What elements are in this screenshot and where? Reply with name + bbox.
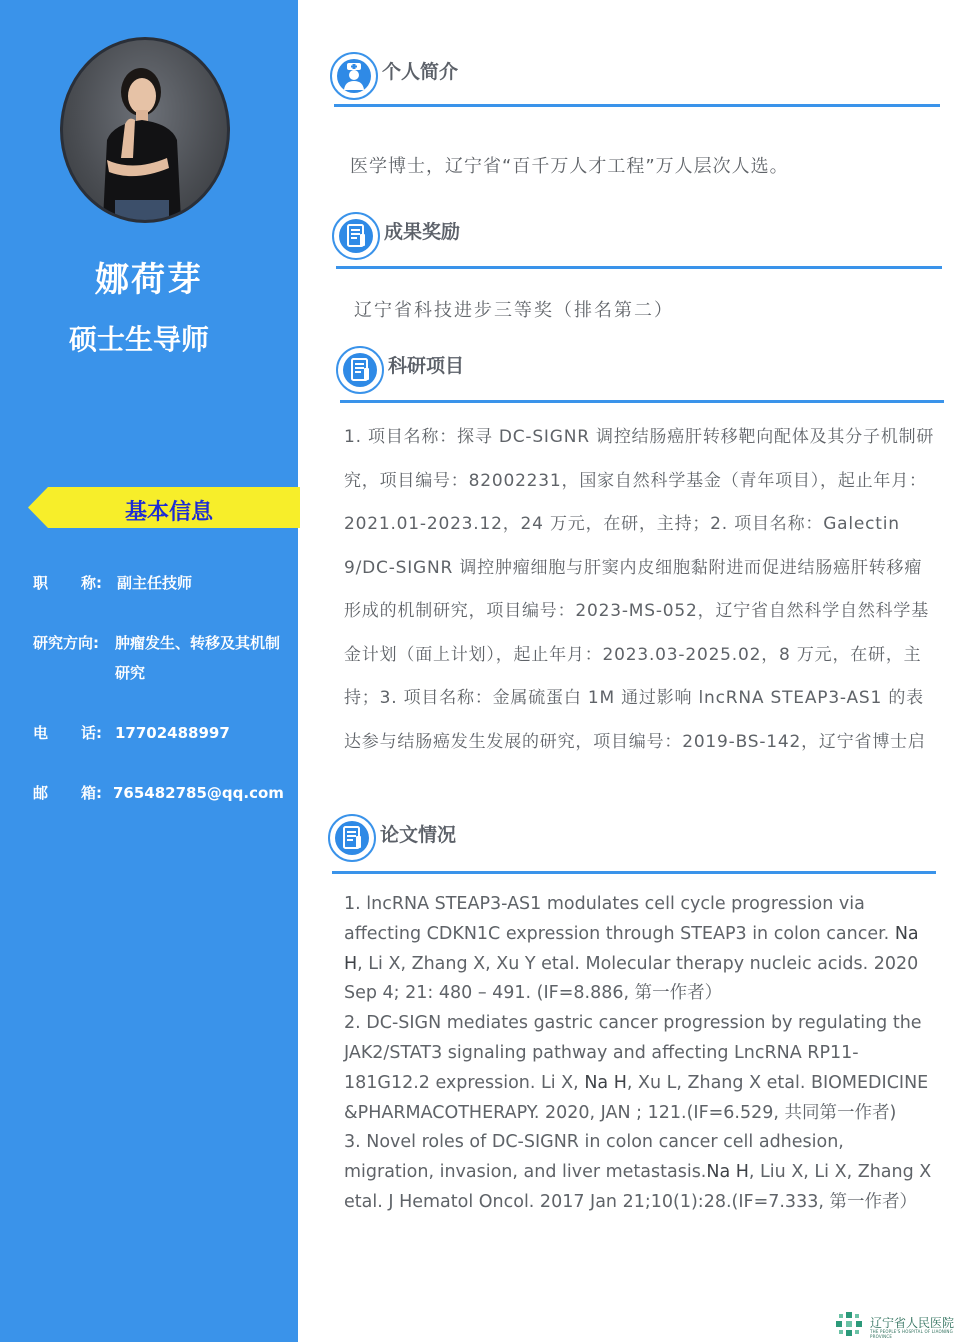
awards-text: 辽宁省科技进步三等奖（排名第二） bbox=[354, 300, 674, 321]
sidebar bbox=[0, 0, 298, 1342]
section-title: 个人简介 bbox=[382, 61, 459, 83]
avatar bbox=[60, 37, 230, 223]
info-value: 765482785@qq.com bbox=[113, 784, 284, 802]
info-label: 称: bbox=[81, 574, 102, 592]
portrait-photo-icon bbox=[63, 40, 227, 220]
person-name: 娜荷芽 bbox=[95, 260, 203, 300]
hospital-name-en: THE PEOPLE'S HOSPITAL OF LIAONING PROVINCE bbox=[870, 1329, 953, 1339]
info-label: 箱: bbox=[81, 784, 102, 802]
section-intro-header bbox=[330, 52, 942, 112]
hospital-logo bbox=[836, 1311, 961, 1337]
intro-text: 医学博士，辽宁省“百千万人才工程”万人层次人选。 bbox=[350, 156, 789, 177]
section-papers-header bbox=[328, 814, 940, 874]
paper-item: 1. lncRNA STEAP3-AS1 modulates cell cycle progression via affecting CDKN1C expression through STEAP3 in colon cancer. Na H, Li X, Zhang X, Xu Y etal. Molecular therapy nucleic acids. 2020 Sep 4; 21: 480 – 491. (IF=8.886, 第一作者） bbox=[344, 894, 919, 1004]
info-row-phone bbox=[33, 718, 293, 748]
section-rule bbox=[340, 400, 944, 403]
info-value: 副主任技师 bbox=[117, 574, 193, 592]
document-icon bbox=[332, 212, 380, 260]
section-title: 论文情况 bbox=[380, 824, 457, 846]
info-label: 邮 bbox=[33, 784, 49, 802]
info-label: 研究方向: bbox=[33, 634, 99, 652]
section-projects-header bbox=[336, 346, 948, 406]
basic-info-heading: 基本信息 bbox=[124, 500, 213, 525]
info-row-title bbox=[33, 568, 293, 598]
info-value: 17702488997 bbox=[115, 724, 230, 742]
section-rule bbox=[336, 266, 942, 269]
nurse-icon bbox=[330, 52, 378, 100]
section-rule bbox=[332, 871, 936, 874]
hospital-name: 辽宁省人民医院 bbox=[870, 1316, 955, 1330]
person-title: 硕士生导师 bbox=[68, 323, 209, 356]
paper-item: 2. DC-SIGN mediates gastric cancer progression by regulating the JAK2/STAT3 signaling pathway and affecting LncRNA RP11-181G12.2 expression. Li X, Na H, Xu L, Zhang X etal. BIOMEDICINE &PHARMACOTHERAPY. 2020, JAN ; 121.(IF=6.529, 共同第一作者) bbox=[344, 1013, 929, 1123]
paper-item: 3. Novel roles of DC-SIGNR in colon cancer cell adhesion, migration, invasion, and liver metastasis.Na H, Liu X, Li X, Zhang X etal. J Hematol Oncol. 2017 Jan 21;10(1):28.(IF=7.333, 第一作者） bbox=[344, 1132, 932, 1212]
section-rule bbox=[334, 104, 940, 107]
hospital-emblem-icon bbox=[836, 1312, 862, 1336]
section-title: 成果奖励 bbox=[384, 221, 461, 243]
basic-info-banner bbox=[28, 487, 300, 528]
info-value: 肿瘤发生、转移及其机制研究 bbox=[115, 634, 281, 682]
author-highlight: Na H bbox=[706, 1162, 749, 1183]
author-highlight: Na H bbox=[344, 923, 919, 974]
info-label: 职 bbox=[33, 574, 49, 592]
document-icon bbox=[328, 814, 376, 862]
info-label: 话: bbox=[81, 724, 102, 742]
projects-text: 1. 项目名称：探寻 DC-SIGNR 调控结肠癌肝转移靶向配体及其分子机制研究，项目编号：82002231，国家自然科学基金（青年项目），起止年月：2021.01-2023.12，24 万元，在研，主持；2. 项目名称：Galectin 9/DC-SIGNR 调控肿瘤细胞与肝窦内皮细胞黏附进而促进结肠癌肝转移瘤形成的机制研究，项目编号：2023-MS-052，辽宁省自然科学自然科学基金计划（面上计划），起止年月：2023.03-2025.02，8 万元，在研，主持；3. 项目名称：金属硫蛋白 1M 通过影响 lncRNA STEAP3-AS1 的表达参与结肠癌发生发展的研究，项目编号：2019-BS-142，辽宁省博士启 bbox=[344, 427, 935, 752]
section-awards-header bbox=[332, 212, 944, 272]
info-label: 电 bbox=[33, 724, 49, 742]
info-row-email bbox=[33, 778, 293, 808]
author-highlight: Na H bbox=[584, 1072, 627, 1093]
section-title: 科研项目 bbox=[388, 355, 465, 377]
papers-list bbox=[344, 890, 938, 1218]
document-icon bbox=[336, 346, 384, 394]
info-row-research bbox=[33, 628, 293, 688]
